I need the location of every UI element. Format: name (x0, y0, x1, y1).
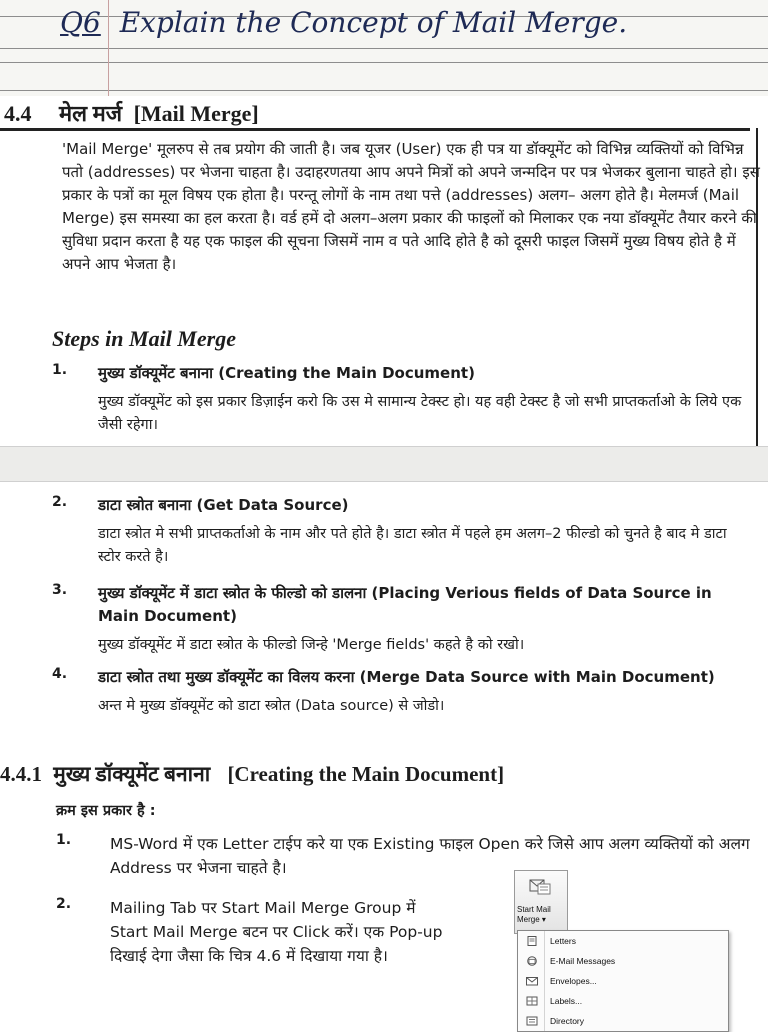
envelope-icon (526, 976, 538, 986)
step-item (52, 362, 752, 437)
step-description: अन्त मे मुख्य डॉक्यूमेंट को डाटा स्त्रोत (Data source) से जोडो। (98, 698, 445, 714)
procedure-text: Mailing Tab पर Start Mail Merge Group में Start Mail Merge बटन पर Click करें। एक Pop-up दिखाई देगा जैसा कि चित्र 4.6 में दिखाया गया है। (110, 899, 443, 965)
procedure-text: MS-Word में एक Letter टाईप करे या एक Existing फाइल Open करे जिसे आप अलग व्यक्तियों को अलग Address पर भेजना चाहते है। (110, 835, 750, 877)
section-title-hindi: मेल मर्ज (59, 101, 123, 126)
email-icon (526, 956, 538, 966)
procedure-item (56, 832, 756, 880)
directory-icon (526, 1016, 538, 1026)
menu-item-label: E-Mail Messages (550, 956, 616, 966)
section-number: 4.4 (4, 101, 32, 126)
step-title: मुख्य डॉक्यूमेंट बनाना (Creating the Main Document) (98, 364, 475, 382)
procedure-number: 2. (56, 896, 72, 912)
menu-item-labels[interactable] (518, 991, 728, 1011)
step-item (52, 582, 752, 657)
subsection-title-english: [Creating the Main Document] (227, 762, 505, 786)
steps-heading: Steps in Mail Merge (52, 326, 236, 351)
subsection-heading (0, 760, 504, 788)
ruled-line (0, 48, 768, 49)
notebook-strip (0, 0, 768, 96)
intro-paragraph: 'Mail Merge' मूलरुप से तब प्रयोग की जाती है। जब यूजर (User) एक ही पत्र या डॉक्यूमेंट को विभिन्न व्यक्तियों को विभिन्न पतो (addresses) पर भेजना चाहता है। उदाहरणतया आप अपने मित्रों को अपने जन्मदिन पर पत्र भेजकर बुलाना चाहते हो। इस प्रकार के पत्रों का मूल विषय एक होता है। परन्तू लोगों के नाम तथा पत्ते (addresses) अलग– अलग होते है। मेलमर्ज (Mail Merge) इस समस्या का हल करता है। वर्ड हमें दो अलग–अलग प्रकार की फाइलों को मिलाकर एक नया डॉक्यूमेंट तैयार करने की सुविधा प्रदान करता है यह एक फाइल की सूचना जिसमें नाम व पते आदि होते है को दूसरी फाइल जिसमें मुख्य विषय होते है में अपने आप भेजता है। (62, 140, 760, 273)
step-description: मुख्य डॉक्यूमेंट को इस प्रकार डिज़ाईन करो कि उस मे सामान्य टेक्स्ट हो। यह वही टेक्स्ट है जो सभी प्राप्तकर्ताओ के लिये एक जैसी रहेगा। (98, 394, 742, 433)
letter-icon (526, 936, 538, 946)
handwritten-question (60, 6, 627, 39)
ruled-line (0, 62, 768, 63)
step-description: डाटा स्त्रोत मे सभी प्राप्तकर्ताओ के नाम और पते होते है। डाटा स्त्रोत में पहले हम अलग–2 फील्डो को चुनते है बाद मे डाटा स्टोर करते है। (98, 526, 727, 565)
menu-item-letters[interactable] (518, 931, 728, 951)
question-text: Explain the Concept of Mail Merge. (119, 6, 628, 39)
section-title-english: [Mail Merge] (133, 101, 259, 126)
label-icon (526, 996, 538, 1006)
subsection-number: 4.4.1 (0, 762, 42, 786)
ribbon-label: Start Mail Merge ▾ (517, 905, 551, 924)
page-gap (0, 446, 768, 482)
menu-item-envelopes[interactable] (518, 971, 728, 991)
step-title: डाटा स्त्रोत बनाना (Get Data Source) (98, 496, 349, 514)
ruled-line (0, 90, 768, 91)
step-number: 3. (52, 582, 68, 598)
menu-item-directory[interactable] (518, 1011, 728, 1031)
step-title: डाटा स्त्रोत तथा मुख्य डॉक्यूमेंट का विलय करना (Merge Data Source with Main Document) (98, 668, 715, 686)
menu-item-label: Letters (550, 936, 576, 946)
subsection-intro: क्रम इस प्रकार है : (56, 803, 156, 819)
mail-merge-dropdown (517, 930, 729, 1032)
menu-item-label: Labels... (550, 996, 583, 1006)
step-description: मुख्य डॉक्यूमेंट में डाटा स्त्रोत के फील्डो जिन्हे 'Merge fields' कहते है को रखो। (98, 637, 525, 653)
subsection-title-hindi: मुख्य डॉक्यूमेंट बनाना (53, 762, 211, 786)
step-number: 1. (52, 362, 68, 378)
procedure-number: 1. (56, 832, 72, 848)
step-item (52, 494, 752, 569)
step-number: 4. (52, 666, 68, 682)
section-divider (0, 128, 750, 131)
step-item (52, 666, 752, 718)
menu-item-label: Envelopes... (550, 976, 597, 986)
procedure-item (56, 896, 456, 968)
section-heading (4, 98, 259, 128)
step-title: मुख्य डॉक्यूमेंट में डाटा स्त्रोत के फील्डो को डालना (Placing Verious fields of Data Source in Main Document) (98, 584, 712, 625)
mail-merge-icon (529, 877, 551, 895)
step-number: 2. (52, 494, 68, 510)
menu-item-email[interactable] (518, 951, 728, 971)
start-mail-merge-button[interactable] (514, 870, 568, 934)
menu-item-label: Directory (550, 1016, 585, 1026)
question-number: Q6 (60, 6, 101, 39)
